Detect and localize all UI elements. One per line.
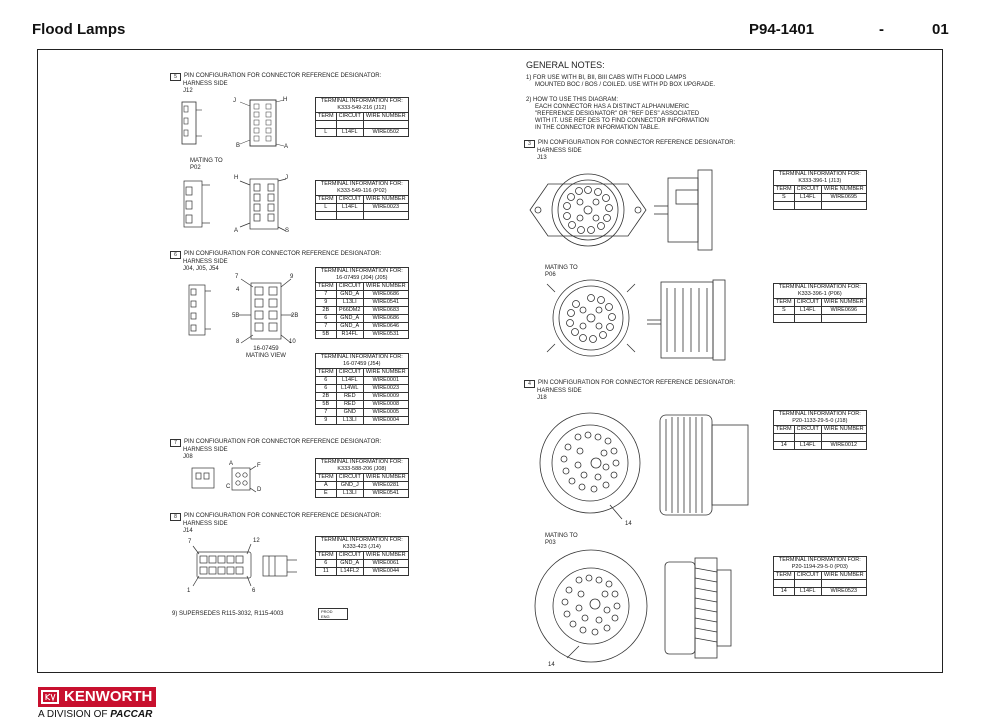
column-header: WIRE NUMBER <box>821 186 866 194</box>
table-row: 7 GND_A WIRE0686 <box>316 291 409 299</box>
column-header: TERM <box>316 113 337 121</box>
table-row: 5B R14FL WIRE0531 <box>316 331 409 339</box>
column-header: TERM <box>316 474 337 482</box>
column-header: TERM <box>316 552 337 560</box>
connector-designator: J04, J05, J54 <box>183 266 219 272</box>
table-row: 6 L14FL WIRE0001 <box>316 377 409 385</box>
terminal-table-j14 <box>315 536 409 576</box>
section-number-badge: 3 <box>524 140 535 148</box>
general-note-1: 1) FOR USE WITH BI, BII, BIII CABS WITH FLOOD LAMPS MOUNTED BOC / BOS / COILED. USE WITH PD BOX UPGRADE. <box>526 75 716 88</box>
terminal-table-p02 <box>315 180 409 220</box>
table-title: TERMINAL INFORMATION FOR: 16-07459 (J04) (J05) <box>316 268 409 283</box>
column-header: TERM <box>774 186 795 194</box>
pin-label: 10 <box>289 339 296 345</box>
prod-eng-box: PROD ENG <box>318 608 348 620</box>
column-header: TERM <box>316 196 337 204</box>
column-header: WIRE NUMBER <box>363 552 408 560</box>
section-number-badge: 4 <box>524 380 535 388</box>
table-row: A GND_J WIRE0281 <box>316 482 409 490</box>
column-header: CIRCUIT <box>336 552 363 560</box>
j14-connector-drawing <box>185 540 305 595</box>
column-header: TERM <box>774 426 795 434</box>
section-heading-line: HARNESS SIDE <box>183 81 228 87</box>
column-header: CIRCUIT <box>336 283 363 291</box>
p02-connector-drawing <box>180 175 300 237</box>
pin-label: A <box>284 144 289 150</box>
pin-label: C <box>226 484 231 490</box>
connector-designator: J18 <box>537 395 547 401</box>
pin-label: 6 <box>252 588 256 594</box>
p03-connector-drawing <box>533 548 753 668</box>
pin-label: J <box>285 175 288 181</box>
pin-label: 1 <box>187 588 191 594</box>
column-header: WIRE NUMBER <box>363 369 408 377</box>
header-dash: - <box>879 21 884 38</box>
pin-label: A <box>229 461 234 467</box>
section-5-heading <box>170 73 381 95</box>
terminal-table-j04-j05 <box>315 267 409 339</box>
terminal-table-j54 <box>315 353 409 425</box>
column-header: WIRE NUMBER <box>821 299 866 307</box>
column-header: WIRE NUMBER <box>821 572 866 580</box>
section-heading-line: PIN CONFIGURATION FOR CONNECTOR REFERENCE DESIGNATOR: <box>184 513 382 519</box>
column-header: CIRCUIT <box>336 474 363 482</box>
section-heading-line: PIN CONFIGURATION FOR CONNECTOR REFERENCE DESIGNATOR: <box>538 140 736 146</box>
section-heading-line: HARNESS SIDE <box>183 521 228 527</box>
table-title: TERMINAL INFORMATION FOR: P20-1194-29-5-0 (P03) <box>774 557 867 572</box>
pin-label: 8 <box>236 339 240 345</box>
pin-label: 14 <box>548 662 555 668</box>
pin-label: A <box>234 228 239 234</box>
general-note-2: 2) HOW TO USE THIS DIAGRAM: EACH CONNECTOR HAS A DISTINCT ALPHANUMERIC "REFERENCE DESIGNATOR" OR "REF DES" ASSOCIATED WITH IT. USE REF DES TO FIND CONNECTOR INFORMATION IN THE CONNECTOR INFORMATION TABLE. <box>526 97 709 131</box>
column-header: WIRE NUMBER <box>363 474 408 482</box>
supersedes-note: 9) SUPERSEDES R115-3032, R115-4003 <box>172 611 284 617</box>
column-header: CIRCUIT <box>336 369 363 377</box>
section-heading-line: HARNESS SIDE <box>183 447 228 453</box>
table-row: 14 L14FL WIRE0523 <box>774 588 867 596</box>
kenworth-logo <box>38 687 156 707</box>
pin-label: F <box>257 463 261 469</box>
table-title: TERMINAL INFORMATION FOR: K333-588-206 (J08) <box>316 459 409 474</box>
section-heading-line: PIN CONFIGURATION FOR CONNECTOR REFERENCE DESIGNATOR: <box>184 73 382 79</box>
table-title: TERMINAL INFORMATION FOR: K333-396-1 (P06) <box>774 284 867 299</box>
section-heading-line: HARNESS SIDE <box>183 259 228 265</box>
table-title: TERMINAL INFORMATION FOR: K333-549-116 (P02) <box>316 181 409 196</box>
table-row <box>774 434 867 442</box>
page-number: 01 <box>932 21 949 38</box>
column-header: WIRE NUMBER <box>363 283 408 291</box>
table-row: 7 GND WIRE0005 <box>316 409 409 417</box>
pin-label: B <box>236 143 241 149</box>
connector-designator: J14 <box>183 528 193 534</box>
column-header: TERM <box>774 299 795 307</box>
table-row: 6 GND_A WIRE0061 <box>316 560 409 568</box>
document-number: P94-1401 <box>749 21 815 38</box>
column-header: TERM <box>316 369 337 377</box>
table-row <box>774 202 867 210</box>
section-number-badge: 8 <box>170 513 181 521</box>
pin-label: 4 <box>236 287 240 293</box>
table-title: TERMINAL INFORMATION FOR: K333-549-216 (J12) <box>316 98 409 113</box>
pin-label: S <box>285 228 290 234</box>
table-row: L L14FL WIRE0502 <box>316 129 409 137</box>
column-header: WIRE NUMBER <box>363 113 408 121</box>
table-title: TERMINAL INFORMATION FOR: P20-1133-29-5-0 (J18) <box>774 411 867 426</box>
table-row: S L14FL WIRE0695 <box>774 194 867 202</box>
section-4-heading <box>524 380 735 402</box>
pin-label: D <box>257 487 262 493</box>
brand-name: KENWORTH <box>64 688 153 705</box>
table-row: 7 GND_A WIRE0646 <box>316 323 409 331</box>
pin-label: 7 <box>235 274 239 280</box>
table-row: L L14FL WIRE0023 <box>316 204 409 212</box>
table-title: TERMINAL INFORMATION FOR: K333-423 (J14) <box>316 537 409 552</box>
division-tagline: A DIVISION OF PACCAR <box>38 709 153 720</box>
column-header: CIRCUIT <box>336 113 363 121</box>
parent-company: PACCAR <box>110 709 153 720</box>
kenworth-emblem-icon <box>41 690 59 704</box>
column-header: CIRCUIT <box>336 196 363 204</box>
table-row: 6 L14WL WIRE0023 <box>316 385 409 393</box>
terminal-table-p03 <box>773 556 867 596</box>
section-number-badge: 5 <box>170 73 181 81</box>
section-heading-line: PIN CONFIGURATION FOR CONNECTOR REFERENCE DESIGNATOR: <box>184 439 382 445</box>
terminal-table-j18 <box>773 410 867 450</box>
pin-label: 14 <box>625 521 632 527</box>
table-row: 9 L13LI WIRE0004 <box>316 417 409 425</box>
section-heading-line: HARNESS SIDE <box>537 388 582 394</box>
j18-connector-drawing <box>538 405 758 525</box>
table-row: 2B P66DM2 WIRE0683 <box>316 307 409 315</box>
mating-view-label: 16-07459 MATING VIEW <box>246 346 286 359</box>
table-row: 2B RED WIRE0009 <box>316 393 409 401</box>
table-title: TERMINAL INFORMATION FOR: 16-07459 (J54) <box>316 354 409 369</box>
pin-label: 2B <box>291 313 299 319</box>
table-row <box>316 212 409 220</box>
pin-label: 7 <box>188 539 192 545</box>
connector-designator: J13 <box>537 155 547 161</box>
column-header: TERM <box>316 283 337 291</box>
page-title: Flood Lamps <box>32 21 126 38</box>
table-row: S L14FL WIRE0696 <box>774 307 867 315</box>
pin-label: H <box>234 175 239 181</box>
table-row: 5B RED WIRE0008 <box>316 401 409 409</box>
table-row: 9 L13LI WIRE0541 <box>316 299 409 307</box>
table-row: 6 GND_A WIRE0686 <box>316 315 409 323</box>
table-title: TERMINAL INFORMATION FOR: K333-396-1 (J13) <box>774 171 867 186</box>
p06-connector-drawing <box>535 278 735 362</box>
table-row: 11 L14FL2 WIRE0044 <box>316 568 409 576</box>
terminal-table-j12 <box>315 97 409 137</box>
column-header: TERM <box>774 572 795 580</box>
terminal-table-p06 <box>773 283 867 323</box>
table-row <box>774 580 867 588</box>
section-3-heading <box>524 140 735 162</box>
section-heading-line: PIN CONFIGURATION FOR CONNECTOR REFERENCE DESIGNATOR: <box>184 251 382 257</box>
table-row <box>316 121 409 129</box>
pin-label: J <box>233 98 236 104</box>
pin-label: 5B <box>232 313 240 319</box>
table-row: 14 L14FL WIRE0012 <box>774 442 867 450</box>
column-header: WIRE NUMBER <box>821 426 866 434</box>
column-header: CIRCUIT <box>794 426 821 434</box>
connector-designator: J12 <box>183 88 193 94</box>
mating-label: MATING TO P02 <box>190 158 223 171</box>
terminal-table-j13 <box>773 170 867 210</box>
connector-designator: J08 <box>183 454 193 460</box>
table-row <box>774 315 867 323</box>
j04-connector-drawing <box>185 275 305 347</box>
section-heading-line: PIN CONFIGURATION FOR CONNECTOR REFERENCE DESIGNATOR: <box>538 380 736 386</box>
column-header: WIRE NUMBER <box>363 196 408 204</box>
pin-label: 9 <box>290 274 294 280</box>
mating-label: MATING TO P06 <box>545 265 578 278</box>
section-number-badge: 7 <box>170 439 181 447</box>
pin-label: H <box>283 97 288 103</box>
mating-label: MATING TO P03 <box>545 533 578 546</box>
section-8-heading <box>170 513 381 535</box>
pin-label: 12 <box>253 538 260 544</box>
section-number-badge: 6 <box>170 251 181 259</box>
terminal-table-j08 <box>315 458 409 498</box>
table-row: E L13LI WIRE0541 <box>316 490 409 498</box>
j13-connector-drawing <box>528 160 728 260</box>
column-header: CIRCUIT <box>794 186 821 194</box>
section-heading-line: HARNESS SIDE <box>537 148 582 154</box>
column-header: CIRCUIT <box>794 572 821 580</box>
column-header: CIRCUIT <box>794 299 821 307</box>
general-notes-title: GENERAL NOTES: <box>526 60 605 70</box>
